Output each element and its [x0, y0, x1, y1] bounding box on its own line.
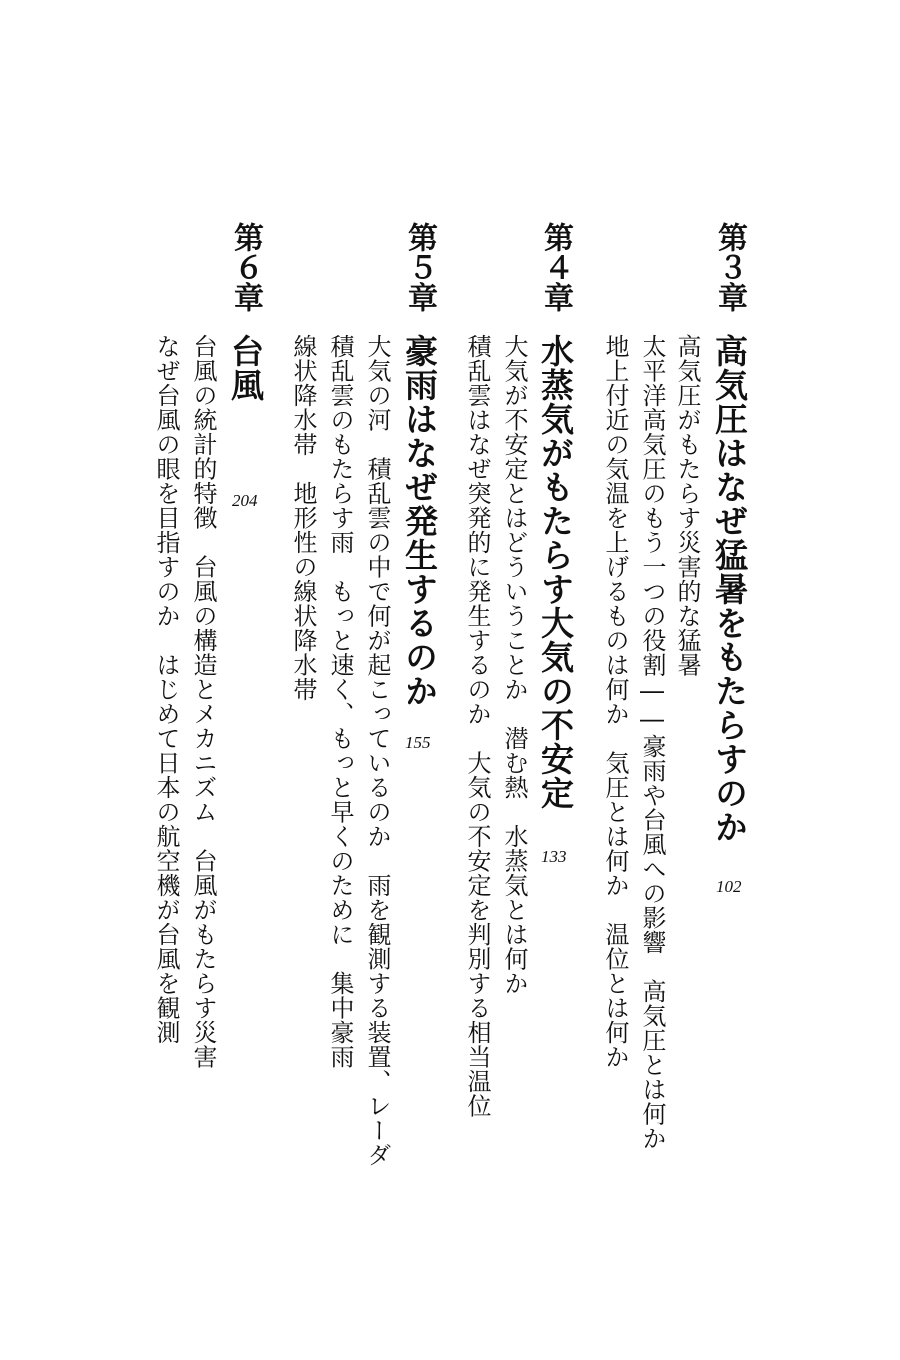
chapter-4-line-1: 大気が不安定とはどういうことか 潜む熱 水蒸気とは何か: [500, 334, 528, 996]
chapter-6-page-number: 204: [232, 491, 258, 510]
chapter-4-line-2: 積乱雲はなぜ突発的に発生するのか 大気の不安定を判別する相当温位: [463, 334, 491, 1118]
chapter-4-label: 第４章: [538, 222, 573, 312]
chapter-3-line-1: 高気圧がもたらす災害的な猛暑: [673, 334, 701, 677]
chapter-5-line-1: 大気の河 積乱雲の中で何が起こっているのか 雨を観測する装置、レーダ: [363, 334, 391, 1167]
chapter-6-title: 台風: [226, 334, 265, 402]
chapter-3-line-2: 太平洋高気圧のもう一つの役割――豪雨や台風への影響 高気圧とは何か: [638, 334, 666, 1151]
chapter-6-line-2: なぜ台風の眼を目指すのか はじめて日本の航空機が台風を観測: [152, 334, 180, 1045]
chapter-6-line-1: 台風の統計的特徴 台風の構造とメカニズム 台風がもたらす災害: [189, 334, 217, 1069]
chapter-3-label: 第３章: [712, 222, 747, 312]
chapter-3-title: 高気圧はなぜ猛暑をもたらすのか: [710, 334, 749, 844]
chapter-3-line-3: 地上付近の気温を上げるものは何か 気圧とは何か 温位とは何か: [601, 334, 629, 1069]
chapter-5-title: 豪雨はなぜ発生するのか: [400, 334, 439, 708]
chapter-4-title: 水蒸気がもたらす大気の不安定: [536, 334, 575, 810]
chapter-5-label: 第５章: [402, 222, 437, 312]
chapter-5-line-3: 線状降水帯 地形性の線状降水帯: [289, 334, 317, 702]
chapter-3-page-number: 102: [716, 877, 742, 896]
chapter-5-line-2: 積乱雲のもたらす雨 もっと速く、もっと早くのために 集中豪雨: [326, 334, 354, 1069]
chapter-4-page-number: 133: [541, 847, 567, 866]
chapter-5-page-number: 155: [405, 733, 431, 752]
chapter-6-label: 第６章: [228, 222, 263, 312]
